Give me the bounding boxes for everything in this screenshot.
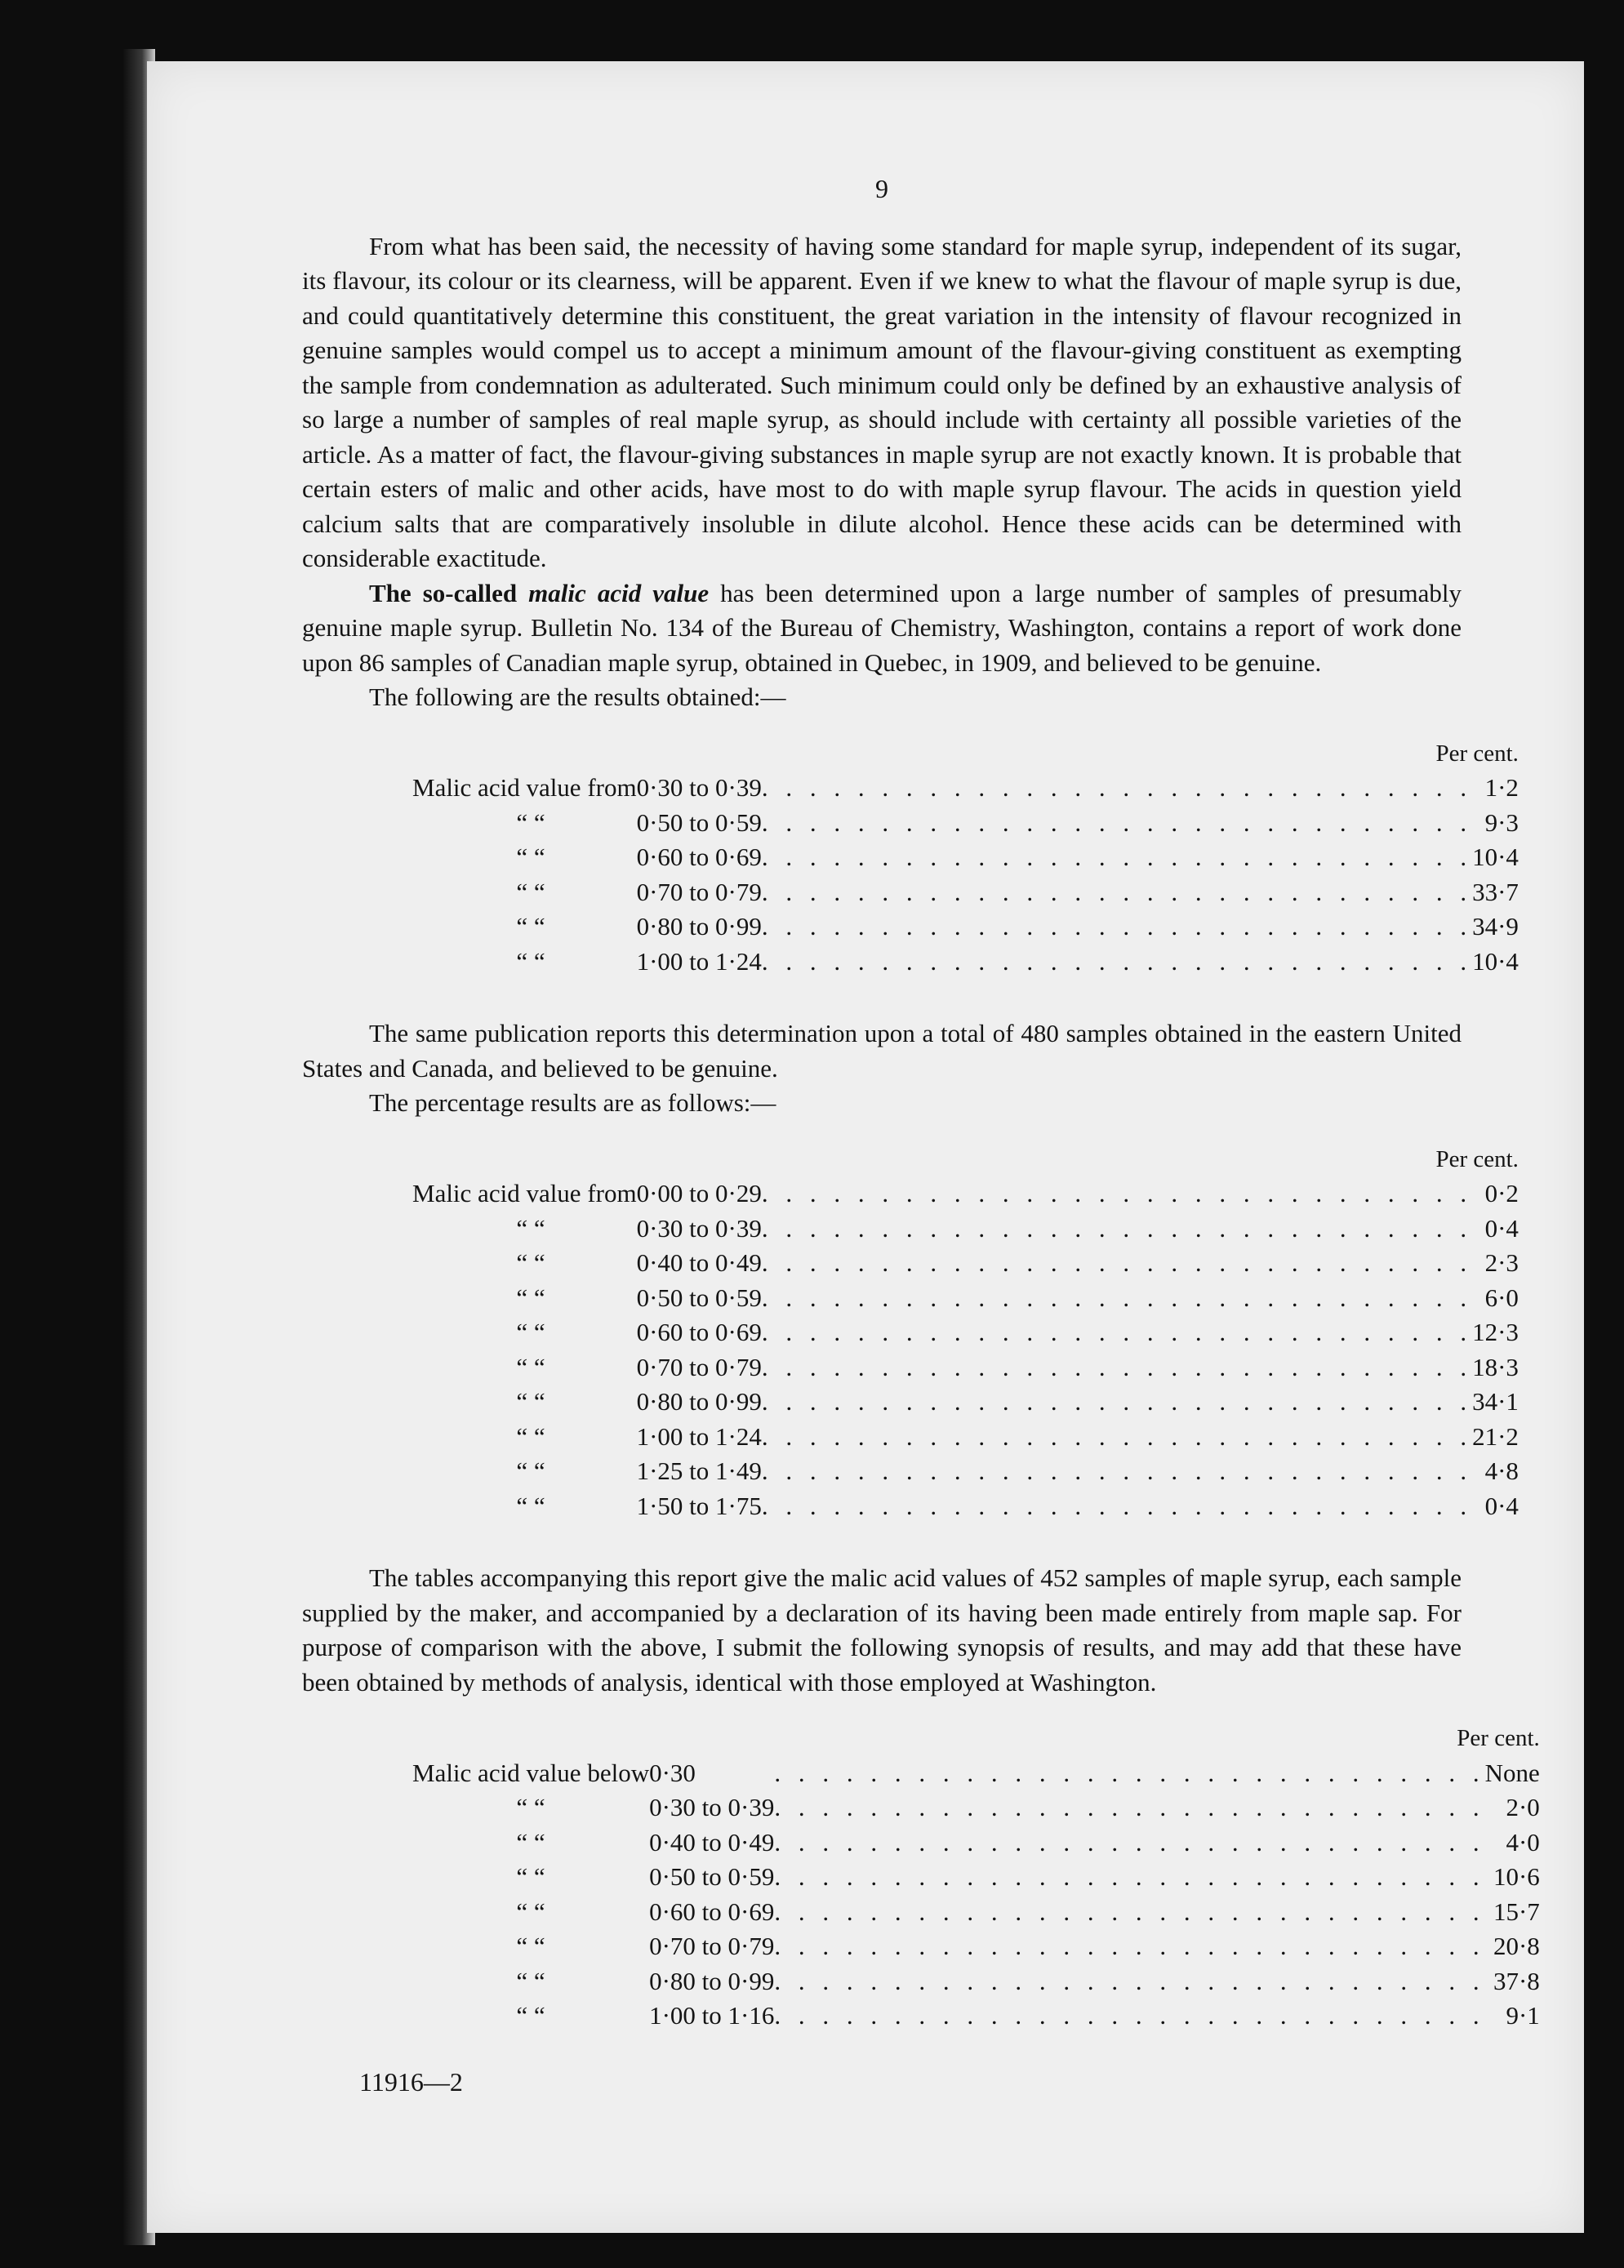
paragraph-4: The same publication reports this determination upon a total of 480 samples obtained in the eastern United States and Canada, and believed to be genuine. <box>302 1019 1462 1083</box>
value-range: 0·80 to 0·99 <box>636 912 762 941</box>
row-label: Malic acid value below <box>412 1758 650 1787</box>
percent-value: 4·8 <box>1484 1456 1519 1485</box>
value-range: 0·60 to 0·69 <box>649 1897 775 1926</box>
percent-value: None <box>1484 1758 1540 1787</box>
per-cent-header: Per cent. <box>1457 1725 1540 1751</box>
ditto-marks: “ “ <box>516 1966 545 1995</box>
leader-dots: . . . . . . . . . . . . . . . . . . . . . . . . . . . . . . <box>761 1456 1473 1485</box>
ditto-marks: “ “ <box>516 1862 545 1891</box>
table-row <box>412 1489 1519 1524</box>
leader-dots: . . . . . . . . . . . . . . . . . . . . . . . . . . . . . . <box>761 1491 1473 1520</box>
percent-value: 2·0 <box>1506 1793 1540 1821</box>
percent-value: 18·3 <box>1472 1352 1519 1381</box>
row-label <box>412 1790 649 1826</box>
leader-dots: . . . . . . . . . . . . . . . . . . . . . . . . . . . . . . <box>774 1897 1485 1926</box>
row-label <box>412 1350 637 1385</box>
ditto-marks: “ “ <box>516 877 545 906</box>
table-row <box>412 1212 1519 1247</box>
value-range: 0·70 to 0·79 <box>636 877 762 906</box>
leader-dots: . . . . . . . . . . . . . . . . . . . . . . . . . . . . . . <box>761 843 1473 871</box>
percent-value: 6·0 <box>1484 1283 1519 1312</box>
table-row <box>412 1315 1519 1350</box>
table-row <box>412 1999 1540 2034</box>
ditto-marks: “ “ <box>516 1352 545 1381</box>
value-range: 1·00 to 1·24 <box>636 946 762 976</box>
leader-dots: . . . . . . . . . . . . . . . . . . . . . . . . . . . . . . <box>761 912 1473 941</box>
value-range: 0·50 to 0·59 <box>636 807 762 837</box>
value-range: 0·40 to 0·49 <box>636 1248 762 1277</box>
percent-value: 10·4 <box>1472 946 1519 976</box>
value-range: 1·00 to 1·24 <box>636 1421 762 1451</box>
ditto-marks: “ “ <box>516 2001 545 2030</box>
percent-value: 12·3 <box>1472 1318 1519 1346</box>
row-label: Malic acid value from <box>412 1179 637 1207</box>
value-range: 0·80 to 0·99 <box>649 1966 775 1995</box>
percent-value: 15·7 <box>1493 1897 1540 1926</box>
footer-code: 11916—2 <box>359 2066 463 2097</box>
percent-value: 1·2 <box>1484 773 1519 802</box>
row-label <box>412 1420 637 1455</box>
table-row <box>412 1756 1540 1791</box>
ditto-marks: “ “ <box>516 843 545 871</box>
percent-value: 21·2 <box>1472 1421 1519 1451</box>
ditto-marks: “ “ <box>516 1491 545 1520</box>
per-cent-header: Per cent. <box>1435 740 1519 767</box>
table-row <box>412 771 1519 806</box>
value-range: 0·30 <box>649 1758 696 1787</box>
leader-dots: . . . . . . . . . . . . . . . . . . . . . . . . . . . . . . <box>761 1387 1473 1416</box>
value-range: 0·30 to 0·39 <box>649 1793 775 1821</box>
value-range: 0·50 to 0·59 <box>649 1862 775 1891</box>
table-row <box>412 1176 1519 1212</box>
row-label <box>412 1246 637 1281</box>
leader-dots: . . . . . . . . . . . . . . . . . . . . . . . . . . . . . . <box>774 2001 1485 2030</box>
percent-value: 10·6 <box>1493 1862 1540 1891</box>
ditto-marks: “ “ <box>516 946 545 976</box>
row-label <box>412 909 637 945</box>
row-label <box>412 1315 637 1350</box>
value-range: 0·70 to 0·79 <box>636 1352 762 1381</box>
row-label <box>412 1826 649 1861</box>
leader-dots: . . . . . . . . . . . . . . . . . . . . . . . . . . . . . . <box>774 1932 1485 1960</box>
value-range: 1·00 to 1·16 <box>649 2001 775 2030</box>
percent-value: 9·1 <box>1506 2001 1540 2030</box>
value-range: 0·60 to 0·69 <box>636 1318 762 1346</box>
paragraph-2 <box>302 576 1462 681</box>
results-table-2 <box>412 1142 1519 1524</box>
table-row <box>412 875 1519 910</box>
leader-dots: . . . . . . . . . . . . . . . . . . . . . . . . . . . . . . <box>761 946 1473 976</box>
table-row <box>412 1790 1540 1826</box>
leader-dots: . . . . . . . . . . . . . . . . . . . . . . . . . . . . . . <box>761 1283 1473 1312</box>
table-row <box>412 1826 1540 1861</box>
table-row <box>412 806 1519 841</box>
per-cent-header: Per cent. <box>1435 1145 1519 1172</box>
leader-dots: . . . . . . . . . . . . . . . . . . . . . . . . . . . . . . <box>761 877 1473 906</box>
row-label <box>412 840 637 875</box>
ditto-marks: “ “ <box>516 1932 545 1960</box>
leader-dots: . . . . . . . . . . . . . . . . . . . . . . . . . . . . . . <box>761 1213 1473 1243</box>
table-row <box>412 1281 1519 1316</box>
percent-value: 34·1 <box>1472 1387 1519 1416</box>
percent-value: 4·0 <box>1506 1827 1540 1857</box>
ditto-marks: “ “ <box>516 1421 545 1451</box>
row-label: Malic acid value from <box>412 773 637 802</box>
table-row <box>412 1895 1540 1930</box>
table-row <box>412 840 1519 875</box>
table-row <box>412 1246 1519 1281</box>
row-label <box>412 1489 637 1524</box>
value-range: 0·60 to 0·69 <box>636 843 762 871</box>
page-content <box>302 171 1540 2099</box>
table-row <box>412 945 1519 980</box>
value-range: 1·25 to 1·49 <box>636 1456 762 1485</box>
percent-value: 0·4 <box>1484 1491 1519 1520</box>
page-number: 9 <box>875 174 888 203</box>
row-label <box>412 806 637 841</box>
table-row <box>412 1350 1519 1385</box>
row-label <box>412 1964 649 1999</box>
row-label <box>412 945 637 980</box>
ditto-marks: “ “ <box>516 807 545 837</box>
leader-dots: . . . . . . . . . . . . . . . . . . . . . . . . . . . . . . <box>774 1793 1485 1821</box>
row-label <box>412 1454 637 1489</box>
ditto-marks: “ “ <box>516 912 545 941</box>
table-row <box>412 1964 1540 1999</box>
paragraph-6: The tables accompanying this report give the malic acid values of 452 samples of maple syrup, each sample supplied by the maker, and accompanied by a declaration of its having been made entirely from maple sap. For purpose of comparison with the above, I submit the following synopsis of results, and may add that these have been obtained by methods of analysis, identical with those employed at Washington. <box>302 1563 1462 1697</box>
percent-value: 33·7 <box>1472 877 1519 906</box>
percent-value: 0·4 <box>1484 1213 1519 1243</box>
value-range: 0·40 to 0·49 <box>649 1827 775 1857</box>
row-label <box>412 1929 649 1964</box>
ditto-marks: “ “ <box>516 1387 545 1416</box>
row-label <box>412 1281 637 1316</box>
ditto-marks: “ “ <box>516 1213 545 1243</box>
leader-dots: . . . . . . . . . . . . . . . . . . . . . . . . . . . . . . <box>761 1248 1473 1277</box>
table-row <box>412 1860 1540 1895</box>
value-range: 0·30 to 0·39 <box>636 773 762 802</box>
table-row <box>412 909 1519 945</box>
leader-dots: . . . . . . . . . . . . . . . . . . . . . . . . . . . . . . <box>774 1966 1485 1995</box>
leader-dots: . . . . . . . . . . . . . . . . . . . . . . . . . . . . . . <box>761 1179 1473 1207</box>
leader-dots: . . . . . . . . . . . . . . . . . . . . . . . . . . . . . . <box>761 773 1473 802</box>
value-range: 0·70 to 0·79 <box>649 1932 775 1960</box>
paragraph-3: The following are the results obtained:— <box>369 683 786 711</box>
paragraph-5: The percentage results are as follows:— <box>369 1088 776 1117</box>
results-table-1 <box>412 736 1519 980</box>
percent-value: 2·3 <box>1484 1248 1519 1277</box>
percent-value: 10·4 <box>1472 843 1519 871</box>
ditto-marks: “ “ <box>516 1248 545 1277</box>
paragraph-2-italic: malic acid value <box>528 578 710 607</box>
row-label <box>412 1999 649 2034</box>
percent-value: 37·8 <box>1493 1966 1540 1995</box>
paragraph-2-lead: The so-called <box>369 578 529 607</box>
paragraph-2-rest: has been determined upon a large number of samples of presumably genuine maple syrup. Bulletin No. 134 of the Bureau of Chemistry, Washington, contains a report of work done upon 86 samples of Canadian maple syrup, obtained in Quebec, in 1909, and believed to be genuine. <box>302 578 1462 677</box>
leader-dots: . . . . . . . . . . . . . . . . . . . . . . . . . . . . . . <box>761 1318 1473 1346</box>
leader-dots: . . . . . . . . . . . . . . . . . . . . . . . . . . . . . . <box>774 1827 1485 1857</box>
percent-value: 9·3 <box>1484 807 1519 837</box>
table-row <box>412 1385 1519 1420</box>
leader-dots: . . . . . . . . . . . . . . . . . . . . . . . . . . . . . . <box>774 1862 1485 1891</box>
results-table-3 <box>412 1721 1540 2034</box>
ditto-marks: “ “ <box>516 1318 545 1346</box>
value-range: 0·50 to 0·59 <box>636 1283 762 1312</box>
row-label <box>412 1895 649 1930</box>
value-range: 0·00 to 0·29 <box>636 1179 762 1207</box>
table-row <box>412 1454 1519 1489</box>
ditto-marks: “ “ <box>516 1793 545 1821</box>
row-label <box>412 1860 649 1895</box>
percent-value: 20·8 <box>1493 1932 1540 1960</box>
per-cent-header-row <box>412 1721 1540 1756</box>
leader-dots: . . . . . . . . . . . . . . . . . . . . . . . . . . . . . . <box>761 807 1473 837</box>
percent-value: 0·2 <box>1484 1179 1519 1207</box>
ditto-marks: “ “ <box>516 1283 545 1312</box>
percent-value: 34·9 <box>1472 912 1519 941</box>
value-range: 0·80 to 0·99 <box>636 1387 762 1416</box>
per-cent-header-row <box>412 1142 1519 1177</box>
row-label <box>412 1385 637 1420</box>
row-label <box>412 875 637 910</box>
per-cent-header-row <box>412 736 1519 772</box>
paragraph-1: From what has been said, the necessity of having some standard for maple syrup, independent of its sugar, its flavour, its colour or its clearness, will be apparent. Even if we knew to what the flavour of maple syrup is due, and could quantitatively determine this constituent, the great variation in the intensity of flavour recognized in genuine samples would compel us to accept a minimum amount of the flavour-giving constituent as exempting the sample from condemnation as adulterated. Such minimum could only be defined by an exhaustive analysis of so large a number of samples of real maple syrup, as should include with certainty all possible varieties of the article. As a matter of fact, the flavour-giving substances in maple syrup are not exactly known. It is probable that certain esters of malic and other acids, have most to do with maple syrup flavour. The acids in question yield calcium salts that are comparatively insoluble in dilute alcohol. Hence these acids can be determined with considerable exactitude. <box>302 231 1462 572</box>
table-row <box>412 1929 1540 1964</box>
ditto-marks: “ “ <box>516 1456 545 1485</box>
leader-dots: . . . . . . . . . . . . . . . . . . . . . . . . . . . . . . <box>774 1758 1485 1787</box>
row-label <box>412 1212 637 1247</box>
ditto-marks: “ “ <box>516 1897 545 1926</box>
leader-dots: . . . . . . . . . . . . . . . . . . . . . . . . . . . . . . <box>761 1421 1473 1451</box>
ditto-marks: “ “ <box>516 1827 545 1857</box>
value-range: 0·30 to 0·39 <box>636 1213 762 1243</box>
value-range: 1·50 to 1·75 <box>636 1491 762 1520</box>
leader-dots: . . . . . . . . . . . . . . . . . . . . . . . . . . . . . . <box>761 1352 1473 1381</box>
table-row <box>412 1420 1519 1455</box>
